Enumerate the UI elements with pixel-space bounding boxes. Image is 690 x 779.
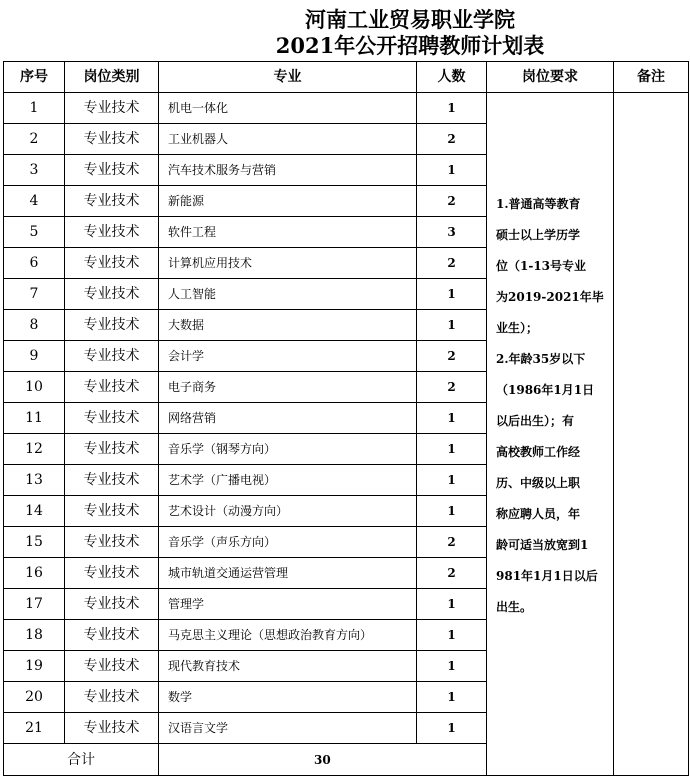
remarks-cell: [614, 93, 689, 776]
row-count: 1: [417, 682, 487, 713]
requirements-line: 出生。: [496, 600, 533, 614]
row-category: 专业技术: [65, 465, 159, 496]
row-category: 专业技术: [65, 124, 159, 155]
requirements-line: 高校教师工作经: [496, 445, 581, 459]
row-number: 15: [4, 527, 65, 558]
row-major: 大数据: [159, 310, 417, 341]
row-number: 14: [4, 496, 65, 527]
requirements-spacer: [496, 93, 607, 189]
row-count: 1: [417, 651, 487, 682]
row-category: 专业技术: [65, 558, 159, 589]
row-number: 5: [4, 217, 65, 248]
row-category: 专业技术: [65, 651, 159, 682]
row-number: 7: [4, 279, 65, 310]
row-major: 数学: [159, 682, 417, 713]
row-category: 专业技术: [65, 434, 159, 465]
row-major: 网络营销: [159, 403, 417, 434]
row-count: 2: [417, 124, 487, 155]
row-number: 12: [4, 434, 65, 465]
row-category: 专业技术: [65, 186, 159, 217]
row-number: 6: [4, 248, 65, 279]
row-major: 新能源: [159, 186, 417, 217]
total-value: 30: [159, 744, 487, 776]
header-requirements: 岗位要求: [487, 62, 614, 93]
row-category: 专业技术: [65, 217, 159, 248]
requirements-line: 以后出生）；有: [496, 414, 575, 428]
header-major: 专业: [159, 62, 417, 93]
requirements-line: 称应聘人员，年: [496, 507, 581, 521]
row-number: 3: [4, 155, 65, 186]
row-major: 计算机应用技术: [159, 248, 417, 279]
header-row: [4, 62, 689, 93]
row-count: 2: [417, 186, 487, 217]
row-number: 4: [4, 186, 65, 217]
header-category: 岗位类别: [65, 62, 159, 93]
row-count: 1: [417, 279, 487, 310]
row-count: 2: [417, 527, 487, 558]
row-number: 11: [4, 403, 65, 434]
row-major: 马克思主义理论（思想政治教育方向）: [159, 620, 417, 651]
requirements-line: 1.普通高等教育: [496, 197, 581, 211]
row-count: 1: [417, 155, 487, 186]
row-number: 19: [4, 651, 65, 682]
row-major: 人工智能: [159, 279, 417, 310]
row-count: 1: [417, 465, 487, 496]
row-major: 管理学: [159, 589, 417, 620]
table-row: [4, 93, 689, 124]
row-category: 专业技术: [65, 527, 159, 558]
row-category: 专业技术: [65, 403, 159, 434]
row-number: 18: [4, 620, 65, 651]
row-count: 1: [417, 713, 487, 744]
recruitment-table: [3, 61, 689, 776]
requirements-line: 位（1-13号专业: [496, 259, 587, 273]
row-major: 机电一体化: [159, 93, 417, 124]
title-line1: 河南工业贸易职业学院: [305, 7, 515, 32]
row-count: 1: [417, 93, 487, 124]
row-major: 会计学: [159, 341, 417, 372]
row-number: 2: [4, 124, 65, 155]
row-category: 专业技术: [65, 93, 159, 124]
header-remarks: 备注: [614, 62, 689, 93]
row-major: 音乐学（声乐方向）: [159, 527, 417, 558]
row-category: 专业技术: [65, 713, 159, 744]
requirements-cell: [487, 93, 614, 776]
row-count: 1: [417, 310, 487, 341]
row-count: 1: [417, 434, 487, 465]
total-label: 合计: [4, 744, 159, 776]
requirements-line: 为2019-2021年毕: [496, 290, 604, 304]
row-number: 8: [4, 310, 65, 341]
row-category: 专业技术: [65, 155, 159, 186]
row-major: 软件工程: [159, 217, 417, 248]
requirements-line: （1986年1月1日: [496, 383, 595, 397]
requirements-line: 2.年龄35岁以下: [496, 352, 586, 366]
row-category: 专业技术: [65, 496, 159, 527]
row-major: 汉语言文学: [159, 713, 417, 744]
row-count: 1: [417, 589, 487, 620]
requirements-line: 历、中级以上职: [496, 476, 581, 490]
row-major: 工业机器人: [159, 124, 417, 155]
row-category: 专业技术: [65, 279, 159, 310]
row-category: 专业技术: [65, 248, 159, 279]
row-major: 艺术学（广播电视）: [159, 465, 417, 496]
row-count: 2: [417, 558, 487, 589]
row-count: 2: [417, 372, 487, 403]
requirements-line: 硕士以上学历学: [496, 228, 581, 242]
row-number: 16: [4, 558, 65, 589]
row-number: 20: [4, 682, 65, 713]
row-major: 汽车技术服务与营销: [159, 155, 417, 186]
row-major: 城市轨道交通运营管理: [159, 558, 417, 589]
row-count: 2: [417, 248, 487, 279]
row-number: 13: [4, 465, 65, 496]
row-category: 专业技术: [65, 372, 159, 403]
row-number: 17: [4, 589, 65, 620]
row-count: 1: [417, 403, 487, 434]
row-major: 电子商务: [159, 372, 417, 403]
row-major: 艺术设计（动漫方向）: [159, 496, 417, 527]
row-number: 10: [4, 372, 65, 403]
requirements-line: 业生）；: [496, 321, 539, 335]
row-number: 9: [4, 341, 65, 372]
row-category: 专业技术: [65, 682, 159, 713]
header-no: 序号: [4, 62, 65, 93]
row-count: 1: [417, 496, 487, 527]
row-major: 现代教育技术: [159, 651, 417, 682]
row-count: 1: [417, 620, 487, 651]
row-category: 专业技术: [65, 620, 159, 651]
row-count: 3: [417, 217, 487, 248]
row-major: 音乐学（钢琴方向）: [159, 434, 417, 465]
row-count: 2: [417, 341, 487, 372]
row-category: 专业技术: [65, 589, 159, 620]
row-category: 专业技术: [65, 310, 159, 341]
requirements-line: 981年1月1日以后: [496, 569, 598, 583]
row-number: 21: [4, 713, 65, 744]
row-category: 专业技术: [65, 341, 159, 372]
requirements-line: 龄可适当放宽到1: [496, 538, 589, 552]
header-count: 人数: [417, 62, 487, 93]
title-line2: 2021年公开招聘教师计划表: [275, 33, 545, 58]
row-number: 1: [4, 93, 65, 124]
